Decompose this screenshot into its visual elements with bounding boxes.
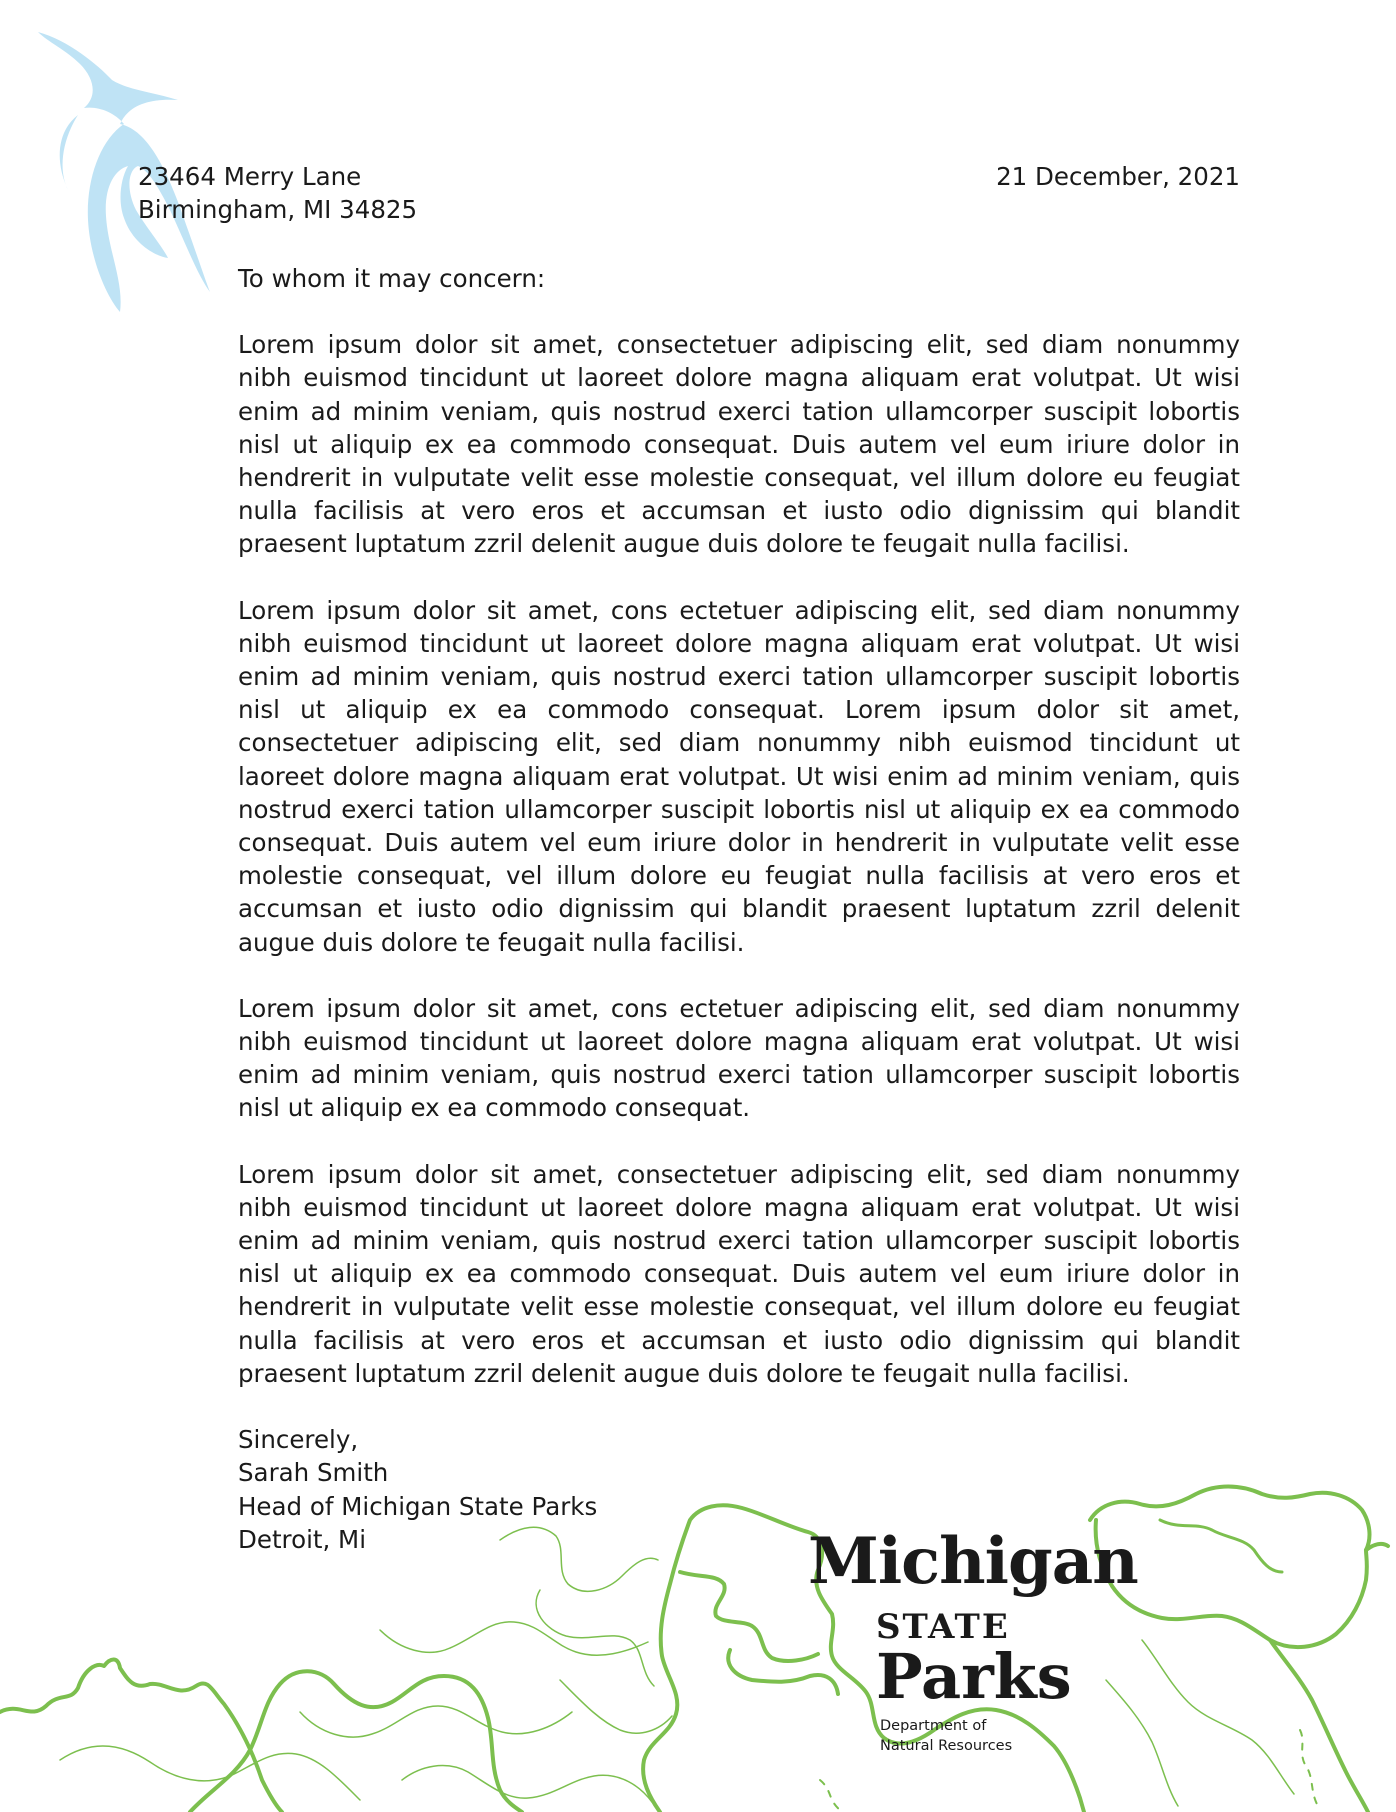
signer-location: Detroit, Mi: [238, 1524, 367, 1554]
sender-address: [138, 160, 417, 226]
letter-date: 21 December, 2021: [996, 162, 1240, 191]
body-paragraph-2: Lorem ipsum dolor sit amet, cons ectetuer adipiscing elit, sed diam nonummy nibh euismod tincidunt ut laoreet dolore magna aliquam erat volutpat. Ut wisi enim ad minim veniam, quis nostrud exerci tation ullamcorper suscipit lobortis nisl ut aliquip ex ea commodo consequat. Lorem ipsum dolor sit amet, consectetuer adipiscing elit, sed diam nonummy nibh euismod tincidunt ut laoreet dolore magna aliquam erat volutpat. Ut wisi enim ad minim veniam, quis nostrud exerci tation ullamcorper suscipit lobortis nisl ut aliquip ex ea commodo consequat. Duis autem vel eum iriure dolor in hendrerit in vulputate velit esse molestie consequat, vel illum dolore eu feugiat nulla facilisis at vero eros et accumsan et iusto odio dignissim qui blandit praesent luptatum zzril delenit augue duis dolore te feugait nulla facilisi.: [238, 595, 1240, 957]
body-paragraph-1: Lorem ipsum dolor sit amet, consectetuer adipiscing elit, sed diam nonummy nibh euismod tincidunt ut laoreet dolore magna aliquam erat volutpat. Ut wisi enim ad minim veniam, quis nostrud exerci tation ullamcorper suscipit lobortis nisl ut aliquip ex ea commodo consequat. Duis autem vel eum iriure dolor in hendrerit in vulputate velit esse molestie consequat, vel illum dolore eu feugiat nulla facilisis at vero eros et accumsan et iusto odio dignissim qui blandit praesent luptatum zzril delenit augue duis dolore te feugait nulla facilisi.: [238, 330, 1240, 559]
body-paragraph-4: Lorem ipsum dolor sit amet, consectetuer adipiscing elit, sed diam nonummy nibh euismod tincidunt ut laoreet dolore magna aliquam erat volutpat. Ut wisi enim ad minim veniam, quis nostrud exerci tation ullamcorper suscipit lobortis nisl ut aliquip ex ea commodo consequat. Duis autem vel eum iriure dolor in hendrerit in vulputate velit esse molestie consequat, vel illum dolore eu feugiat nulla facilisis at vero eros et accumsan et iusto odio dignissim qui blandit praesent luptatum zzril delenit augue duis dolore te feugait nulla facilisi.: [238, 1159, 1240, 1388]
letter-body: [238, 262, 1240, 1556]
logo-state: STATE: [876, 1607, 1010, 1647]
logo-dept-line2: Natural Resources: [880, 1738, 1013, 1754]
sender-street: 23464 Merry Lane: [138, 162, 362, 191]
signer-name: Sarah Smith: [238, 1458, 389, 1488]
body-paragraph-3: Lorem ipsum dolor sit amet, cons ectetuer adipiscing elit, sed diam nonummy nibh euismod tincidunt ut laoreet dolore magna aliquam erat volutpat. Ut wisi enim ad minim veniam, quis nostrud exerci tation ullamcorper suscipit lobortis nisl ut aliquip ex ea commodo consequat.: [238, 993, 1240, 1123]
logo-dept-line1: Department of: [880, 1718, 987, 1734]
salutation: To whom it may concern:: [238, 264, 546, 293]
logo-department: [880, 1716, 1012, 1756]
logo-michigan: Michigan: [808, 1524, 1138, 1599]
signer-title: Head of Michigan State Parks: [238, 1491, 598, 1521]
logo-parks: Parks: [876, 1640, 1072, 1713]
valediction: Sincerely,: [238, 1425, 359, 1455]
michigan-map-outline: [0, 1480, 1396, 1812]
sender-city: Birmingham, MI 34825: [138, 195, 418, 224]
